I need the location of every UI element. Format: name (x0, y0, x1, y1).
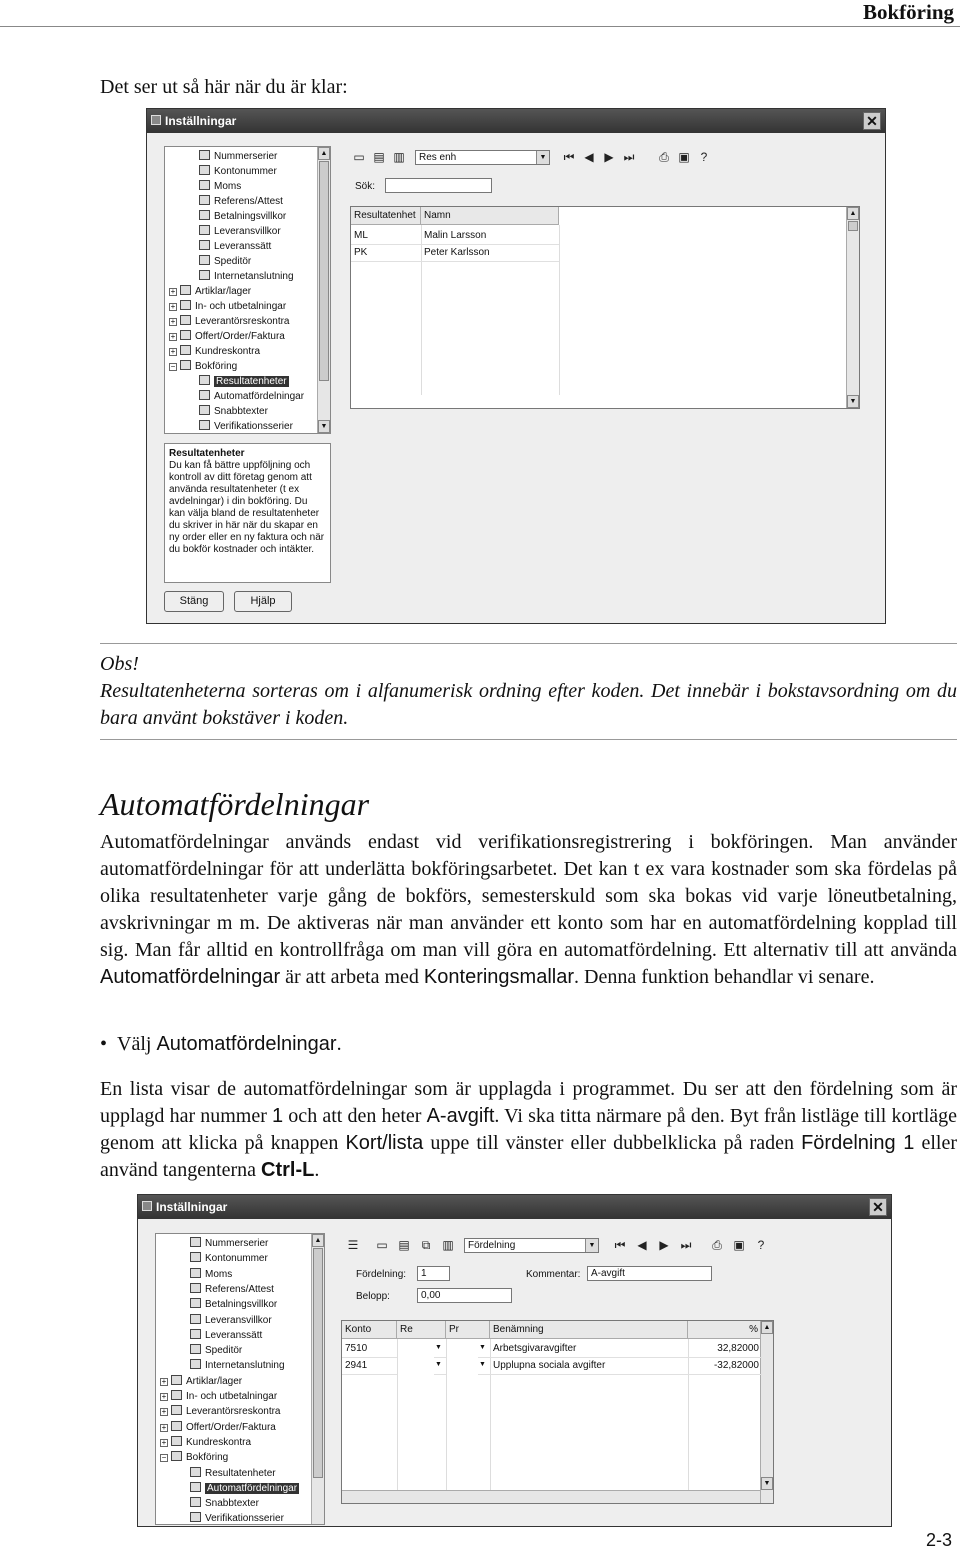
col-header-resultatenhet[interactable]: Resultatenhet (351, 207, 421, 225)
re-dropdown-icon[interactable]: ▼ (434, 1341, 446, 1358)
settings-node-icon (180, 300, 191, 310)
body-text: Automatfördelningar används endast vid verifikationsregistrering i bokföringen. Man använder automatfördelningar för att underlätta bokföringsarbetet. Det kan t ex vara kostnader som ska fördelas på olika resultatenheter varje gång de bokförs, semesterskuld som ska bokas vid varje löneutbetalning, avskrivningar m m. De aktiveras när man använder ett konto som har en automatfördelning kopplad till sig. Man får alltid en kontrollfråga om man vill göra en automatfördelning. Ett alternativ till att använda (100, 831, 957, 961)
body-text: . Denna funktion behandlar vi senare. (574, 966, 875, 988)
tree-item[interactable] (169, 285, 251, 298)
grid-hscrollbar[interactable] (342, 1490, 760, 1503)
tree-scrollbar[interactable] (317, 147, 330, 433)
tree-item[interactable] (199, 270, 294, 283)
obs-label: Obs! (100, 653, 139, 675)
window-title: Inställningar (156, 1200, 228, 1214)
tree-item-label: Leverantörsreskontra (186, 1406, 281, 1418)
next-record-icon[interactable]: ▶ (604, 150, 614, 164)
tree-item-label: Nummerserier (214, 151, 278, 162)
tree-item[interactable] (160, 1375, 242, 1388)
delete-icon[interactable]: ▥ (393, 150, 405, 164)
running-header: Bokföring (862, 0, 954, 24)
grid-line (397, 1339, 398, 1490)
settings-node-icon (190, 1482, 201, 1492)
collapse-icon[interactable]: − (161, 1453, 167, 1463)
tree-item[interactable] (160, 1436, 251, 1449)
tree-item-label: Artiklar/lager (186, 1375, 243, 1387)
tree-item[interactable] (190, 1497, 259, 1510)
obs-rule-top (100, 643, 957, 644)
tree-item-label: Moms (214, 181, 242, 192)
settings-node-icon (190, 1467, 201, 1477)
col-header-re[interactable]: Re (397, 1321, 446, 1339)
expand-icon[interactable]: + (161, 1422, 167, 1432)
page-number: 2-3 (925, 1530, 952, 1550)
tree-scrollbar[interactable] (311, 1234, 324, 1524)
settings-tree (155, 1233, 325, 1525)
settings-node-icon (180, 330, 191, 340)
print-icon[interactable]: ⎙ (712, 1238, 722, 1252)
expand-icon[interactable]: + (170, 302, 176, 311)
tree-item[interactable] (190, 1512, 284, 1525)
table-cell[interactable]: PK (351, 245, 421, 262)
close-button[interactable]: ✕ (869, 1198, 887, 1216)
tree-item-label: Kontonummer (205, 1253, 268, 1265)
tree-item-label: In- och utbetalningar (186, 1391, 278, 1402)
settings-node-icon (190, 1359, 201, 1369)
tree-item-label: Bokföring (186, 1452, 229, 1464)
help-info-box (164, 443, 331, 583)
body-paragraph-1 (100, 829, 957, 991)
settings-node-icon (199, 195, 210, 205)
re-dropdown-icon[interactable]: ▼ (434, 1358, 446, 1375)
pr-dropdown-icon[interactable]: ▼ (478, 1358, 490, 1375)
col-header-namn[interactable]: Namn (421, 207, 559, 225)
tree-item-label: Bokföring (195, 361, 238, 372)
settings-node-icon (190, 1497, 201, 1507)
tree-item[interactable] (169, 345, 260, 358)
window-titlebar (147, 109, 885, 133)
tree-item[interactable] (199, 405, 268, 418)
body-paragraph-2 (100, 1076, 957, 1184)
grid-line (559, 225, 560, 395)
table-cell[interactable]: Malin Larsson (421, 228, 559, 245)
expand-icon[interactable]: + (170, 332, 176, 341)
tree-item-label: Betalningsvillkor (214, 211, 287, 222)
kommentar-field[interactable]: A-avgift (587, 1266, 712, 1281)
settings-node-icon (171, 1405, 182, 1415)
tree-item-label: Internetanslutning (214, 271, 294, 282)
table-cell[interactable]: Peter Karlsson (421, 245, 559, 262)
tree-item-label: Referens/Attest (205, 1283, 274, 1295)
save-icon[interactable]: ▣ (733, 1238, 745, 1252)
settings-window-1 (146, 108, 886, 624)
settings-node-icon (180, 315, 191, 325)
tree-item-label: Snabbtexter (214, 406, 268, 417)
view-combo[interactable] (464, 1238, 599, 1253)
tree-item-label: Verifikationsserier (214, 421, 293, 432)
settings-node-icon (180, 360, 191, 370)
ui-term: Automatfördelningar (100, 966, 281, 988)
tree-item[interactable] (199, 210, 286, 223)
settings-node-icon (199, 270, 210, 280)
settings-node-icon (190, 1329, 201, 1339)
settings-node-icon (180, 285, 191, 295)
tree-item[interactable] (160, 1390, 277, 1403)
belopp-field[interactable]: 0,00 (417, 1288, 512, 1303)
obs-rule-bottom (100, 739, 957, 740)
help-icon[interactable]: ? (757, 1238, 765, 1252)
tree-item-label: Leveransvillkor (205, 1314, 272, 1326)
kommentar-label: Kommentar: (526, 1269, 581, 1280)
save-icon[interactable]: ▣ (678, 150, 690, 164)
scroll-up-icon[interactable]: ▲ (312, 1234, 324, 1247)
table-cell[interactable]: 32,82000 (688, 1341, 762, 1358)
card-list-icon[interactable]: ☰ (347, 1238, 359, 1252)
settings-tree (164, 146, 331, 434)
tree-item[interactable] (190, 1298, 277, 1311)
chevron-down-icon[interactable]: ▼ (536, 151, 549, 164)
tree-item[interactable] (169, 330, 285, 343)
last-record-icon[interactable]: ⏭ (623, 150, 635, 164)
tree-item-label: Kundreskontra (195, 346, 261, 357)
tree-item[interactable] (199, 375, 289, 388)
tree-item-label: Internetanslutning (205, 1360, 285, 1372)
folder-icon[interactable]: ▭ (376, 1238, 388, 1252)
tree-item-label: Speditör (214, 256, 252, 267)
prev-record-icon[interactable]: ◀ (584, 150, 594, 164)
tree-item[interactable] (190, 1268, 232, 1281)
expand-icon[interactable]: + (161, 1392, 167, 1401)
window-title: Inställningar (165, 114, 237, 128)
tree-item-label: Betalningsvillkor (205, 1299, 278, 1311)
tree-item-label: Resultatenheter (205, 1467, 276, 1479)
tree-item-label: Kontonummer (214, 166, 277, 177)
settings-node-icon (199, 390, 210, 400)
tree-item-label: Leveranssätt (205, 1329, 263, 1341)
tree-item-label: Resultatenheter (216, 376, 287, 387)
last-record-icon[interactable]: ⏭ (680, 1238, 692, 1252)
tree-item-label: Leverantörsreskontra (195, 316, 290, 327)
expand-icon[interactable]: + (161, 1376, 167, 1386)
tree-item[interactable] (160, 1451, 228, 1464)
header-rule (0, 26, 960, 27)
body-text: är att arbeta med (280, 966, 424, 988)
settings-node-icon (199, 180, 210, 190)
app-icon (142, 1201, 152, 1211)
obs-text: Resultatenheterna sorteras om i alfanumerisk ordning efter koden. Det innebär i bokstavsordning om du bara använt bokstäver i koden. (100, 680, 957, 729)
bullet-text: Välj (117, 1033, 157, 1055)
expand-icon[interactable]: + (170, 317, 176, 326)
settings-node-icon (180, 345, 191, 355)
first-record-icon[interactable]: ⏮ (614, 1238, 626, 1252)
ui-term: Fördelning 1 (801, 1132, 915, 1154)
settings-node-icon (190, 1283, 201, 1293)
fordelning-label: Fördelning: (356, 1269, 407, 1280)
tree-item[interactable] (190, 1252, 268, 1265)
tree-item[interactable] (190, 1283, 274, 1296)
settings-node-icon (190, 1237, 201, 1247)
settings-node-icon (190, 1344, 201, 1354)
col-header-benamning[interactable]: Benämning (490, 1321, 688, 1339)
tree-item-label: Kundreskontra (186, 1436, 252, 1448)
tree-item-label: Leveranssätt (214, 241, 272, 252)
body-text: eller använd tangenterna (100, 1132, 958, 1181)
settings-node-icon (199, 240, 210, 250)
tree-item-label: Referens/Attest (214, 196, 283, 207)
help-button[interactable]: Hjälp (234, 591, 292, 612)
tree-item-label: Offert/Order/Faktura (195, 331, 285, 342)
settings-window-2 (137, 1194, 892, 1527)
table-cell[interactable]: -32,82000 (688, 1358, 762, 1375)
settings-node-icon (171, 1451, 182, 1461)
col-header-konto[interactable]: Konto (342, 1321, 397, 1339)
intro-text: Det ser ut så här när du är klar: (100, 76, 348, 98)
body-text: uppe till vänster eller dubbelklicka på raden (423, 1132, 802, 1154)
tree-item[interactable] (190, 1329, 262, 1342)
ui-term: Ctrl-L (261, 1159, 315, 1181)
distribution-grid (341, 1320, 774, 1504)
tree-item[interactable] (199, 420, 293, 433)
scroll-up-icon[interactable]: ▲ (761, 1321, 773, 1334)
ui-term: Kort/lista (345, 1132, 424, 1154)
print-icon[interactable]: ⎙ (659, 150, 669, 164)
tree-item[interactable] (190, 1344, 242, 1357)
settings-node-icon (199, 210, 210, 220)
tree-item-label: Speditör (205, 1345, 243, 1357)
ui-term: Automatfördelningar (156, 1033, 337, 1055)
tree-item-label: In- och utbetalningar (195, 301, 287, 312)
tree-item-label: Leveransvillkor (214, 226, 281, 237)
col-header-pr[interactable]: Pr (446, 1321, 490, 1339)
col-header-percent[interactable]: % (688, 1321, 762, 1339)
close-dialog-button[interactable]: Stäng (164, 591, 224, 612)
chevron-down-icon[interactable]: ▼ (585, 1239, 598, 1252)
settings-node-icon (190, 1314, 201, 1324)
search-input[interactable] (385, 178, 492, 193)
grid-line (446, 1339, 447, 1490)
bullet-instruction (100, 1033, 342, 1056)
table-cell[interactable]: 7510 (342, 1341, 397, 1358)
bullet-text: . (336, 1033, 342, 1055)
scroll-thumb[interactable] (319, 161, 329, 381)
tree-item[interactable] (160, 1421, 276, 1434)
table-cell[interactable]: ML (351, 228, 421, 245)
settings-node-icon (190, 1512, 201, 1522)
help-icon[interactable]: ? (700, 150, 708, 164)
combo-value: Res enh (419, 152, 457, 163)
tree-item[interactable] (199, 195, 283, 208)
prev-record-icon[interactable]: ◀ (637, 1238, 647, 1252)
settings-node-icon (199, 165, 210, 175)
first-record-icon[interactable]: ⏮ (563, 150, 575, 164)
grid-scrollbar[interactable] (846, 207, 859, 408)
expand-icon[interactable]: + (170, 347, 176, 356)
tree-item-label: Moms (205, 1268, 233, 1280)
body-text: En lista visar de automatfördelningar som är upplagda i programmet. Du ser att den fördelning som är upplagd har nummer (100, 1078, 957, 1127)
open-icon[interactable]: ▤ (398, 1238, 410, 1252)
tree-item[interactable] (190, 1237, 268, 1250)
delete-icon[interactable]: ▥ (442, 1238, 454, 1252)
result-unit-grid (350, 206, 860, 409)
tree-item[interactable] (199, 165, 277, 178)
settings-node-icon (171, 1436, 182, 1446)
scroll-up-icon[interactable]: ▲ (847, 207, 859, 220)
settings-node-icon (199, 225, 210, 235)
settings-node-icon (199, 150, 210, 160)
tree-item[interactable] (199, 225, 281, 238)
tree-item-label: Artiklar/lager (195, 286, 252, 297)
collapse-icon[interactable]: − (170, 362, 176, 371)
next-record-icon[interactable]: ▶ (659, 1238, 669, 1252)
tree-item-label: Verifikationsserier (205, 1513, 284, 1525)
folder-icon[interactable]: ▭ (353, 150, 365, 164)
view-combo[interactable] (415, 150, 550, 165)
tree-item[interactable] (169, 315, 290, 328)
settings-node-icon (199, 405, 210, 415)
scroll-down-icon[interactable]: ▼ (761, 1477, 773, 1490)
table-cell[interactable]: 2941 (342, 1358, 397, 1375)
tree-item[interactable] (160, 1405, 281, 1418)
scroll-up-icon[interactable]: ▲ (318, 147, 330, 160)
belopp-label: Belopp: (356, 1291, 390, 1302)
tree-item[interactable] (169, 360, 237, 373)
pr-dropdown-icon[interactable]: ▼ (478, 1341, 490, 1358)
tree-item-label: Offert/Order/Faktura (186, 1421, 276, 1433)
tree-item[interactable] (190, 1359, 285, 1372)
info-text: Du kan få bättre uppföljning och kontroll av ditt företag genom att använda resultatenheter (t ex avdelningar) i din bokföring. Du kan välja bland de resultatenheter du skriver in här när du skapar en ny order eller en ny faktura och när du bokför kostnader och intäkter. (169, 460, 325, 555)
tree-item[interactable] (190, 1467, 276, 1480)
tree-item[interactable] (199, 240, 271, 253)
scroll-thumb[interactable] (313, 1248, 323, 1478)
search-label: Sök: (355, 181, 376, 192)
ui-term: 1 (272, 1105, 284, 1127)
body-text: . (314, 1159, 320, 1181)
tree-item[interactable] (199, 180, 241, 193)
settings-node-icon (199, 420, 210, 430)
open-icon[interactable]: ▤ (373, 150, 385, 164)
tree-item[interactable] (190, 1482, 299, 1495)
settings-node-icon (199, 255, 210, 265)
bullet-mark: • (100, 1033, 108, 1055)
expand-icon[interactable]: + (161, 1407, 167, 1417)
settings-node-icon (171, 1375, 182, 1385)
table-cell[interactable]: Upplupna sociala avgifter (490, 1358, 688, 1375)
settings-node-icon (199, 375, 210, 385)
fordelning-field[interactable]: 1 (417, 1266, 450, 1281)
body-text: . Vi ska titta närmare på den. Byt från listläge till kortläge genom att klicka på knappen (100, 1105, 958, 1154)
tree-item[interactable] (199, 255, 251, 268)
tree-item[interactable] (199, 390, 304, 403)
body-text: och att den heter (283, 1105, 427, 1127)
ui-term: Konteringsmallar (423, 966, 574, 988)
settings-node-icon (190, 1252, 201, 1262)
app-icon (151, 115, 161, 125)
scroll-down-icon[interactable]: ▼ (318, 420, 330, 433)
info-title: Resultatenheter (169, 448, 245, 459)
tree-item[interactable] (190, 1314, 272, 1327)
tree-item-label: Snabbtexter (205, 1498, 259, 1510)
copy-icon[interactable]: ⧉ (421, 1238, 431, 1252)
section-title: Automatfördelningar (100, 786, 370, 822)
tree-item-label: Automatfördelningar (207, 1482, 298, 1494)
scroll-thumb[interactable] (848, 221, 858, 231)
table-cell[interactable]: Arbetsgivaravgifter (490, 1341, 688, 1358)
tree-item[interactable] (199, 150, 277, 163)
tree-item[interactable] (169, 300, 286, 313)
ui-term: A-avgift (426, 1105, 495, 1127)
settings-node-icon (190, 1268, 201, 1278)
settings-node-icon (190, 1298, 201, 1308)
window-titlebar (138, 1195, 891, 1219)
close-button[interactable]: ✕ (863, 112, 881, 130)
combo-value: Fördelning (468, 1240, 516, 1251)
tree-item-label: Nummerserier (205, 1238, 269, 1249)
settings-node-icon (171, 1421, 182, 1431)
settings-node-icon (171, 1390, 182, 1400)
expand-icon[interactable]: + (161, 1437, 167, 1447)
expand-icon[interactable]: + (170, 287, 176, 296)
tree-item-label: Automatfördelningar (214, 391, 305, 402)
scroll-down-icon[interactable]: ▼ (847, 395, 859, 408)
